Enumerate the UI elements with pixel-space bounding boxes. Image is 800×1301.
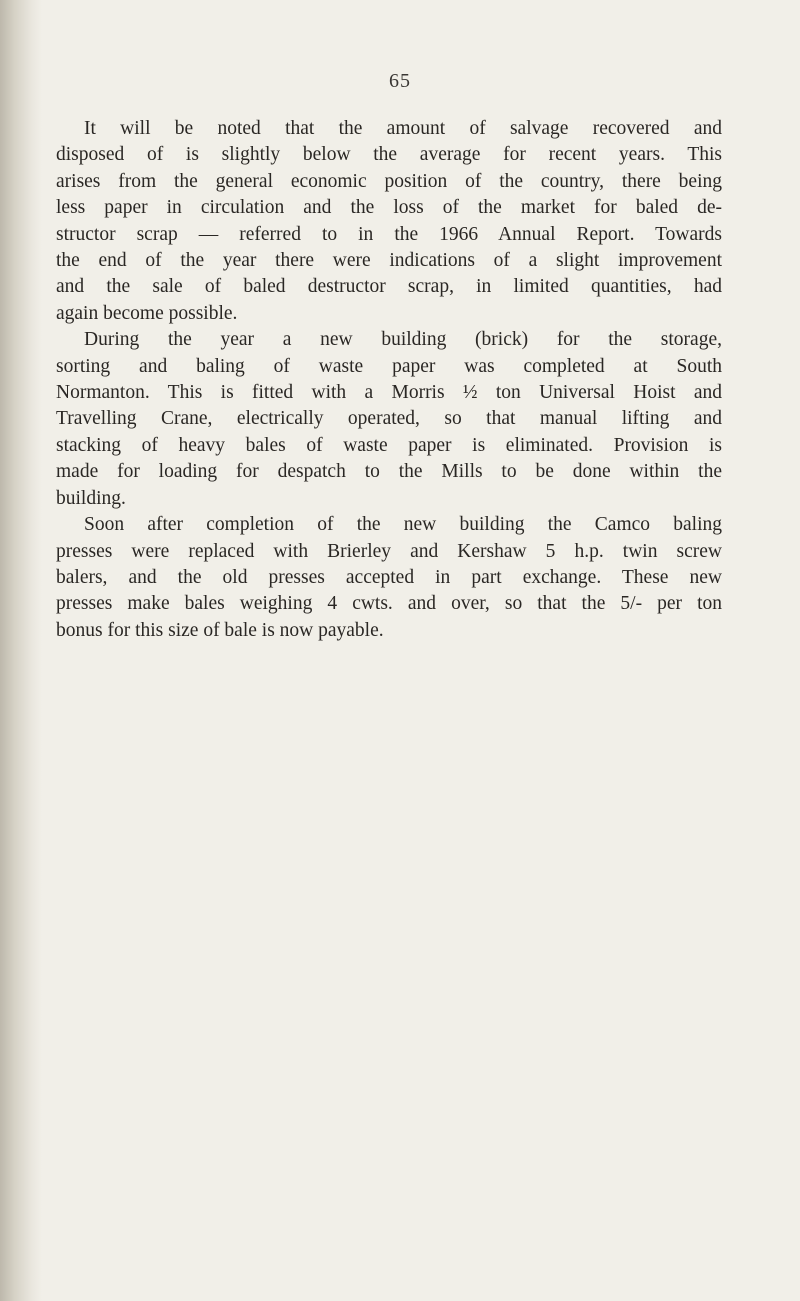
text-line: again become possible. bbox=[56, 302, 238, 324]
text-line: building. bbox=[56, 487, 126, 509]
text-line: Soon after completion of the new building the Camco baling bbox=[84, 514, 722, 536]
paragraph-baling-presses bbox=[56, 512, 722, 644]
paragraph-salvage bbox=[56, 116, 722, 327]
text-line: Travelling Crane, electrically operated, so that manual lifting and bbox=[56, 408, 722, 430]
text-line: sorting and baling of waste paper was completed at South bbox=[56, 355, 722, 377]
text-line: Normanton. This is fitted with a Morris ½ ton Universal Hoist and bbox=[56, 382, 722, 404]
text-line: arises from the general economic position of the country, there being bbox=[56, 170, 722, 192]
text-line: structor scrap — referred to in the 1966 Annual Report. Towards bbox=[56, 223, 722, 245]
text-line: less paper in circulation and the loss of the market for baled de- bbox=[56, 197, 722, 219]
text-line: and the sale of baled destructor scrap, in limited quantities, had bbox=[56, 276, 722, 298]
binding-edge-shadow bbox=[0, 0, 42, 1301]
text-line: disposed of is slightly below the average for recent years. This bbox=[56, 144, 722, 166]
text-line: balers, and the old presses accepted in part exchange. These new bbox=[56, 566, 722, 588]
text-line: It will be noted that the amount of salvage recovered and bbox=[84, 118, 722, 139]
text-line: During the year a new building (brick) for the storage, bbox=[84, 329, 722, 351]
text-line: bonus for this size of bale is now payable. bbox=[56, 619, 384, 641]
text-line: made for loading for despatch to the Mills to be done within the bbox=[56, 461, 722, 483]
text-line: presses make bales weighing 4 cwts. and over, so that the 5/- per ton bbox=[56, 593, 722, 615]
text-line: presses were replaced with Brierley and Kershaw 5 h.p. twin screw bbox=[56, 540, 722, 562]
paragraph-new-building bbox=[56, 327, 722, 512]
page-number: 65 bbox=[389, 70, 411, 92]
text-line: the end of the year there were indications of a slight improvement bbox=[56, 250, 722, 272]
text-line: stacking of heavy bales of waste paper is eliminated. Provision is bbox=[56, 434, 722, 456]
body-text bbox=[56, 116, 722, 644]
